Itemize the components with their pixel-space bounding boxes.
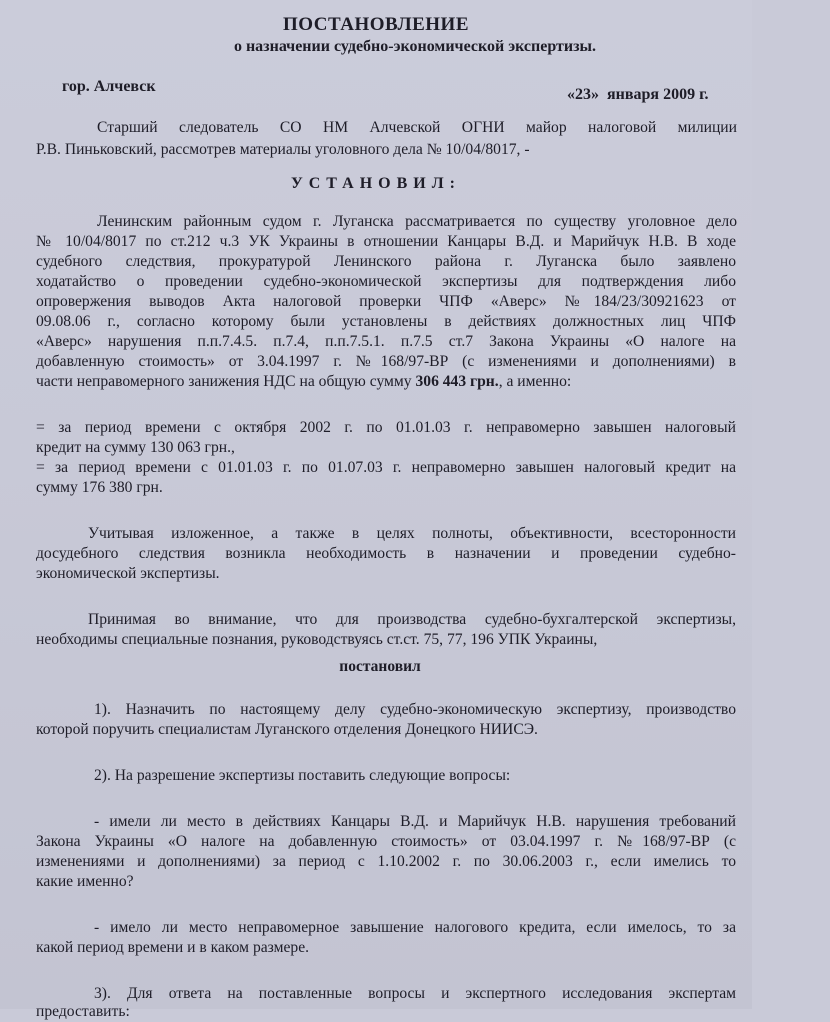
resolution-item: 1). Назначить по настоящему делу судебно-экономическую экспертизу, производство: [94, 701, 736, 718]
established-line: Ленинским районным судом г. Луганска рассматривается по существу уголовное дело: [97, 213, 737, 230]
established-line: добавленную стоимость» от 3.04.1997 г. №168/97-ВР (с изменениями и дополнениями) в: [36, 353, 736, 370]
established-heading: УСТАНОВИЛ:: [291, 175, 461, 192]
established-line: опровержения выводов Акта налоговой проверки ЧПФ «Аверс» №184/23/30921623 от: [36, 293, 736, 310]
question-line: - имели ли место в действиях Канцары В.Д. и Марийчук Н.В. нарушения требований: [94, 813, 736, 830]
question-line: Закона Украины «О налоге на добавленную стоимость» от 03.04.1997 г. №168/97-ВР (с: [36, 833, 736, 850]
period-line: = за период времени с октября 2002 г. по 01.01.03 г. неправомерно завышен налоговый: [36, 419, 736, 436]
resolution-item: предоставить:: [36, 1003, 130, 1020]
question-line: какие именно?: [36, 873, 134, 890]
resolved-heading: постановил: [339, 658, 421, 675]
question-line: изменениями и дополнениями) за период с 1.10.2002 г. по 30.06.2003 г., если имелись то: [36, 853, 736, 870]
established-line: ходатайство о проведении судебно-экономической экспертизы для подтверждения либо: [36, 273, 736, 290]
intro-line: Старший следователь СО НМ Алчевской ОГНИ майор налоговой милиции: [97, 119, 737, 136]
question-line: какой период времени и в каком размере.: [36, 939, 310, 956]
considering-line: Учитывая изложенное, а также в целях полноты, объективности, всесторонности: [88, 525, 736, 542]
resolution-item: 2). На разрешение экспертизы поставить следующие вопросы:: [94, 767, 511, 784]
date-month-year: января 2009 г.: [607, 86, 709, 103]
established-text: части неправомерного занижения НДС на общую сумму: [36, 373, 416, 390]
document-date: [567, 86, 709, 104]
date-day: «23»: [567, 86, 599, 103]
established-line: 09.08.06 г., согласно которому были установлены в действиях должностных лиц ЧПФ: [36, 313, 736, 330]
intro-line: Р.В. Пиньковский, рассмотрев материалы уголовного дела № 10/04/8017, -: [36, 141, 530, 158]
period-line: кредит на сумму 130 063 грн.,: [36, 439, 235, 456]
document-title: ПОСТАНОВЛЕНИЕ: [282, 14, 470, 35]
period-line: сумму 176 380 грн.: [36, 479, 163, 496]
established-line: № 10/04/8017 по ст.212 ч.3 УК Украины в отношении Канцары В.Д. и Марийчук Н.В. В ходе: [36, 233, 736, 250]
accepting-line: Принимая во внимание, что для производства судебно-бухгалтерской экспертизы,: [88, 611, 736, 628]
city-label: гор. Алчевск: [62, 78, 156, 95]
resolution-item: 3). Для ответа на поставленные вопросы и экспертного исследования экспертам: [94, 985, 736, 1002]
considering-line: экономической экспертизы.: [36, 565, 220, 582]
established-line: судебного следствия, прокуратурой Ленинского района г. Луганска было заявлено: [36, 253, 736, 270]
document-subtitle: о назначении судебно-экономической экспертизы.: [233, 38, 597, 55]
question-line: - имело ли место неправомерное завышение налогового кредита, если имелось, то за: [94, 919, 736, 936]
period-line: = за период времени с 01.01.03 г. по 01.07.03 г. неправомерно завышен налоговый кредит на: [36, 459, 736, 476]
total-sum: 306 443 грн.: [415, 373, 499, 390]
accepting-line: необходимы специальные познания, руководствуясь ст.ст. 75, 77, 196 УПК Украины,: [36, 631, 598, 648]
considering-line: досудебного следствия возникла необходимость в назначении и проведении судебно-: [36, 545, 736, 562]
established-line: [36, 372, 571, 392]
resolution-item: которой поручить специалистам Луганского отделения Донецкого НИИСЭ.: [36, 721, 538, 738]
established-line: «Аверс» нарушения п.п.7.4.5. п.7.4, п.п.7.5.1. п.7.5 ст.7 Закона Украины «О налоге на: [36, 333, 736, 350]
established-text: , а именно:: [498, 373, 572, 390]
